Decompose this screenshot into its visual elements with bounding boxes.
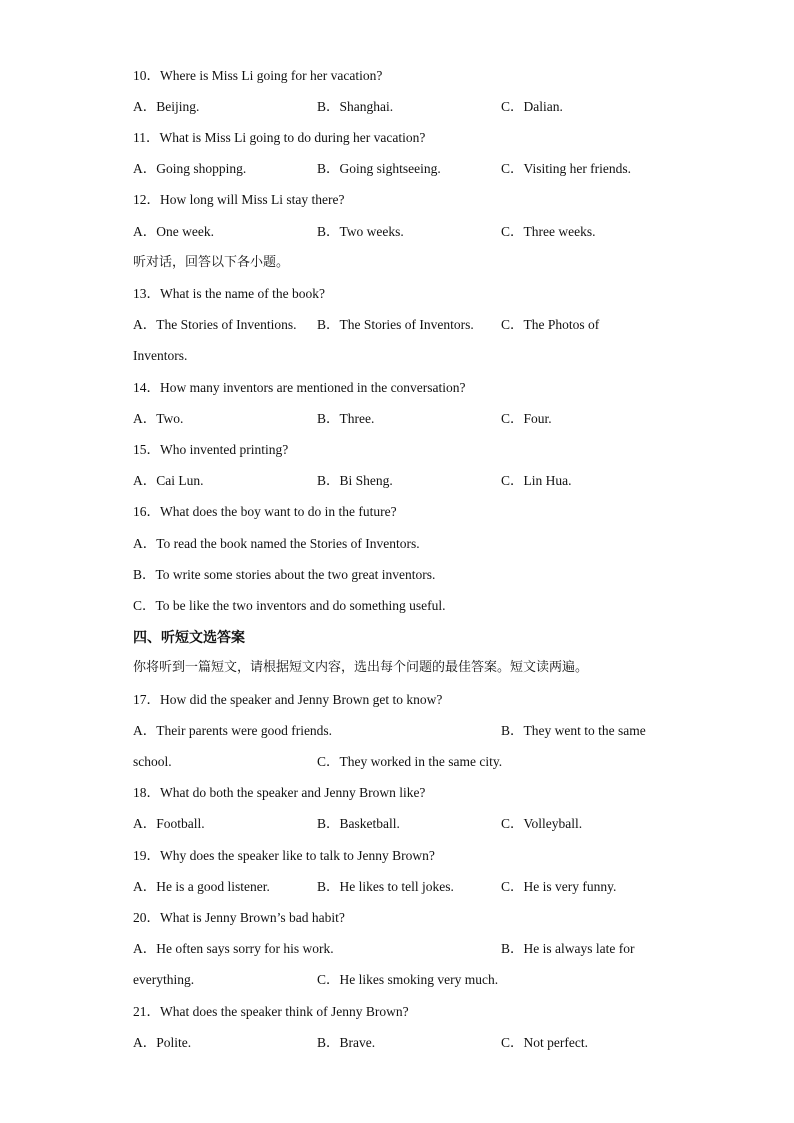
option-17-b: B．They went to the same: [501, 723, 646, 738]
option-21-c: C．Not perfect.: [501, 1035, 588, 1050]
question-13: 13．What is the name of the book?: [133, 286, 325, 301]
question-19: 19．Why does the speaker like to talk to Jenny Brown?: [133, 848, 435, 863]
option-11-b: B．Going sightseeing.: [317, 161, 441, 176]
option-18-a: A．Football.: [133, 816, 205, 831]
option-12-a: A．One week.: [133, 224, 214, 239]
option-18-c: C．Volleyball.: [501, 816, 583, 831]
option-12-c: C．Three weeks.: [501, 224, 596, 239]
option-20-b-continued: everything.: [133, 972, 195, 987]
option-10-c: C．Dalian.: [501, 99, 563, 114]
option-20-b: B．He is always late for: [501, 941, 635, 956]
option-14-b: B．Three.: [317, 411, 375, 426]
option-20-a: A．He often says sorry for his work.: [133, 941, 334, 956]
question-15: 15．Who invented printing?: [133, 442, 289, 457]
option-16-c: C．To be like the two inventors and do something useful.: [133, 598, 446, 613]
option-19-a: A．He is a good listener.: [133, 879, 270, 894]
option-10-b: B．Shanghai.: [317, 99, 394, 114]
dialogue-instruction: 听对话，回答以下各小题。: [133, 255, 290, 270]
option-15-b: B．Bi Sheng.: [317, 473, 393, 488]
option-20-c: C．He likes smoking very much.: [317, 972, 499, 987]
option-21-b: B．Brave.: [317, 1035, 376, 1050]
option-11-c: C．Visiting her friends.: [501, 161, 632, 176]
question-14: 14．How many inventors are mentioned in the conversation?: [133, 380, 466, 395]
option-14-c: C．Four.: [501, 411, 552, 426]
option-10-a: A．Beijing.: [133, 99, 200, 114]
option-15-c: C．Lin Hua.: [501, 473, 572, 488]
question-12: 12．How long will Miss Li stay there?: [133, 192, 345, 207]
option-12-b: B．Two weeks.: [317, 224, 404, 239]
option-19-b: B．He likes to tell jokes.: [317, 879, 454, 894]
question-18: 18．What do both the speaker and Jenny Brown like?: [133, 785, 426, 800]
option-17-c: C．They worked in the same city.: [317, 754, 503, 769]
option-18-b: B．Basketball.: [317, 816, 400, 831]
option-17-b-continued: school.: [133, 754, 172, 769]
section-heading: 四、听短文选答案: [133, 630, 245, 646]
option-21-a: A．Polite.: [133, 1035, 192, 1050]
section-instruction: 你将听到一篇短文，请根据短文内容，选出每个问题的最佳答案。短文读两遍。: [133, 660, 589, 675]
question-20: 20．What is Jenny Brown’s bad habit?: [133, 910, 345, 925]
option-14-a: A．Two.: [133, 411, 184, 426]
question-17: 17．How did the speaker and Jenny Brown get to know?: [133, 692, 443, 707]
question-11: 11．What is Miss Li going to do during her vacation?: [133, 130, 426, 145]
option-11-a: A．Going shopping.: [133, 161, 247, 176]
option-15-a: A．Cai Lun.: [133, 473, 204, 488]
question-10: 10．Where is Miss Li going for her vacation?: [133, 68, 383, 83]
option-19-c: C．He is very funny.: [501, 879, 617, 894]
question-16: 16．What does the boy want to do in the future?: [133, 504, 397, 519]
option-16-a: A．To read the book named the Stories of Inventors.: [133, 536, 420, 551]
option-13-b: B．The Stories of Inventors.: [317, 317, 474, 332]
option-16-b: B．To write some stories about the two great inventors.: [133, 567, 436, 582]
question-21: 21．What does the speaker think of Jenny Brown?: [133, 1004, 409, 1019]
option-13-c: C．The Photos of: [501, 317, 600, 332]
option-17-a: A．Their parents were good friends.: [133, 723, 333, 738]
option-13-c-continued: Inventors.: [133, 348, 188, 363]
option-13-a: A．The Stories of Inventions.: [133, 317, 297, 332]
